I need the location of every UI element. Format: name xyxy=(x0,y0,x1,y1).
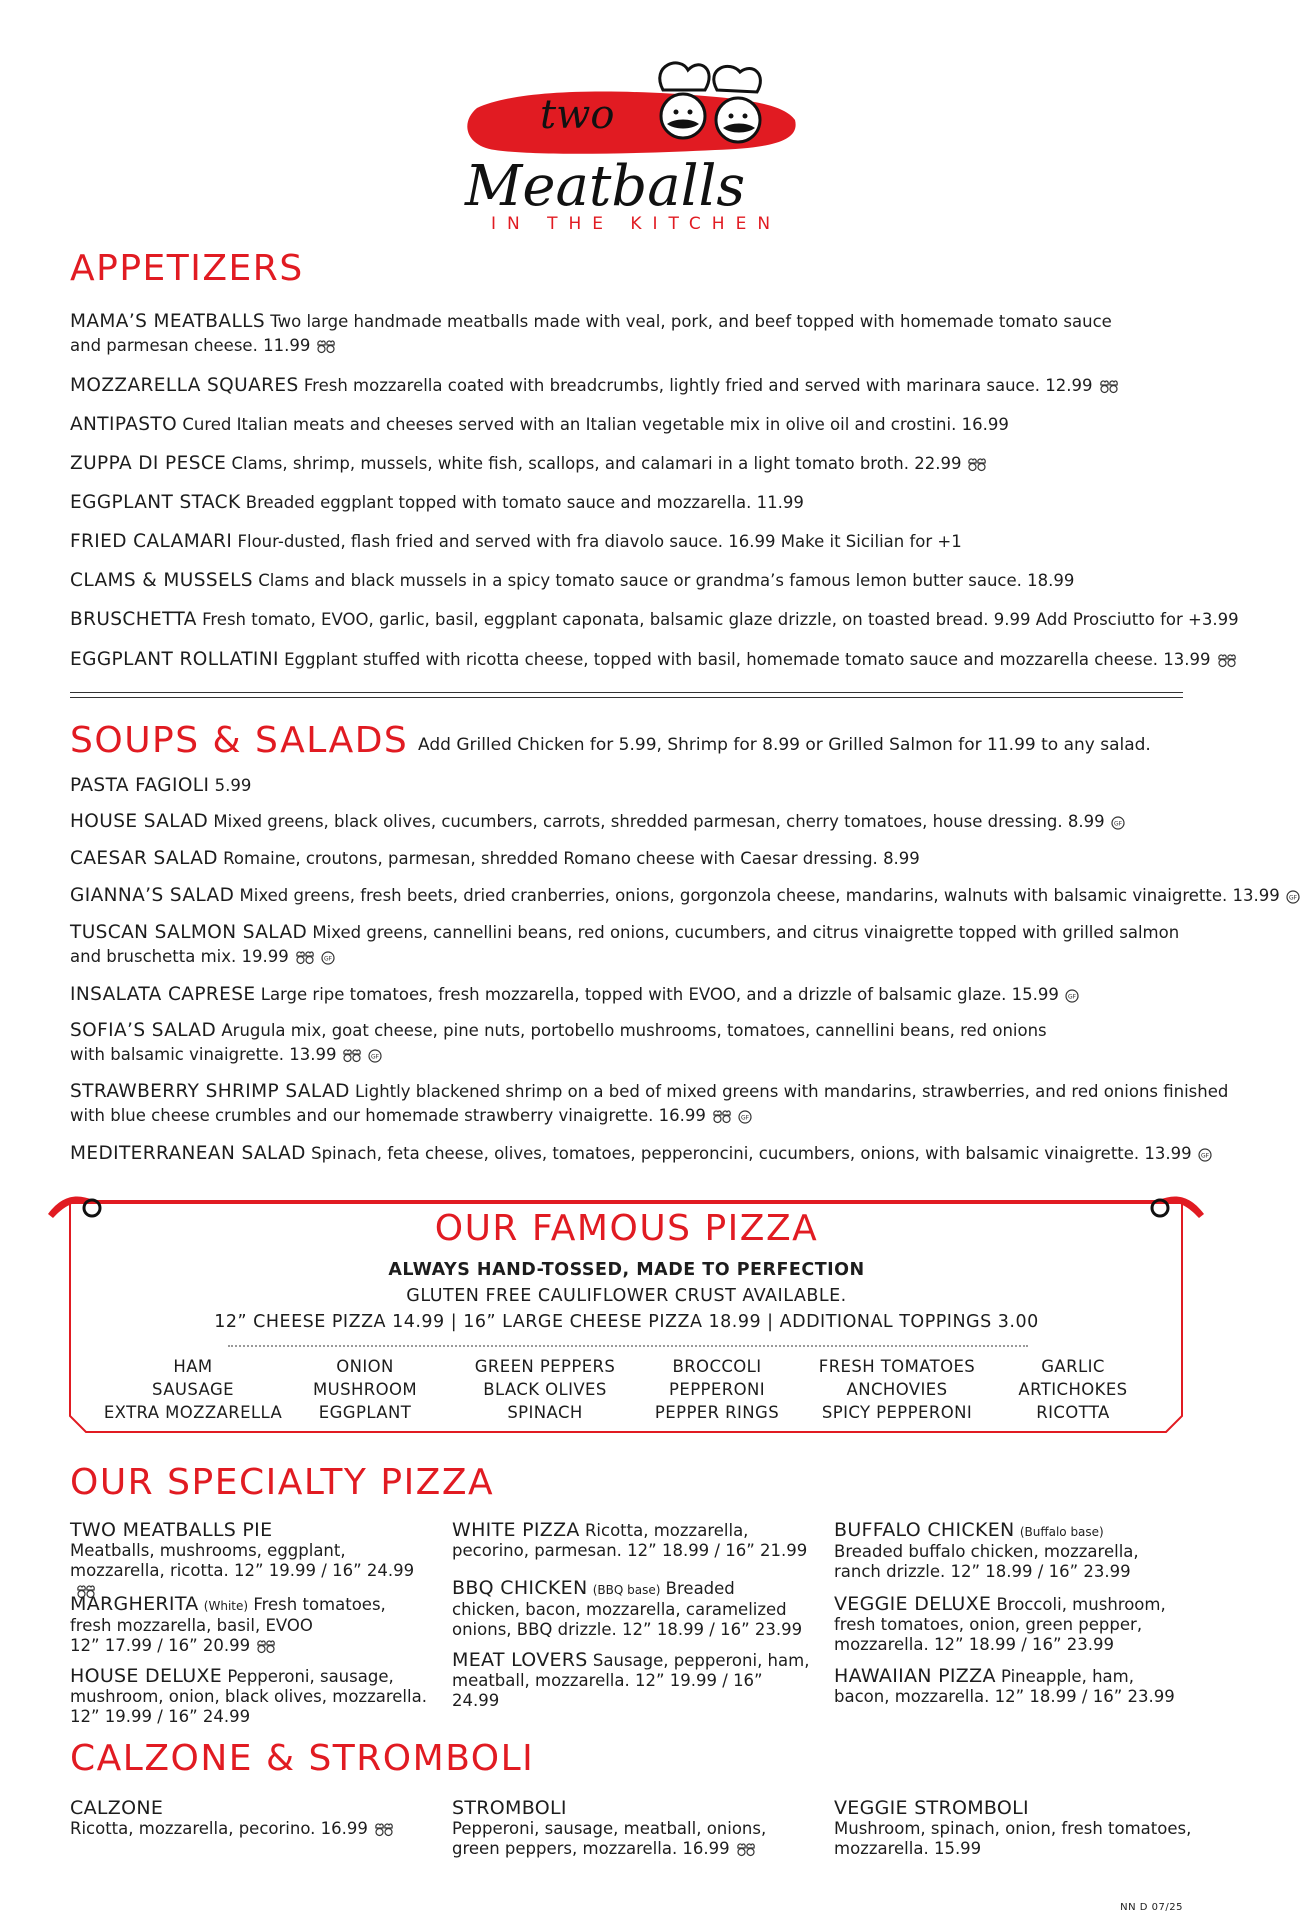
chefs-icon xyxy=(342,1048,362,1064)
gluten-free-icon xyxy=(368,1049,382,1063)
menu-item xyxy=(70,374,1119,398)
item-description: Ricotta, mozzarella, xyxy=(584,1521,749,1540)
chefs-icon xyxy=(374,1822,394,1838)
chefs-icon xyxy=(736,1842,756,1858)
item-price: 13.99 xyxy=(1144,1144,1192,1163)
item-name: PASTA FAGIOLI xyxy=(70,775,210,796)
menu-item xyxy=(70,1080,1228,1128)
item-price: 18.99 xyxy=(1027,571,1075,590)
item-price: 16.99 xyxy=(961,415,1009,434)
item-description: Breaded buffalo chicken, mozzarella, xyxy=(834,1542,1139,1561)
item-description: Clams, shrimp, mussels, white fish, scallops, and calamari in a light tomato broth. xyxy=(231,454,909,473)
topping-item: ARTICHOKES xyxy=(1018,1380,1128,1399)
item-description: Meatballs, mushrooms, eggplant, xyxy=(70,1541,346,1560)
topping-column xyxy=(98,1355,288,1424)
pizza-tagline: ALWAYS HAND-TOSSED, MADE TO PERFECTION xyxy=(388,1260,865,1280)
item-price: 22.99 xyxy=(914,454,962,473)
item-description: Arugula mix, goat cheese, pine nuts, portobello mushrooms, tomatoes, cannellini beans, red onions xyxy=(221,1021,1047,1040)
specialty-pizza xyxy=(452,1578,812,1640)
item-extra: Make it Sicilian for +1 xyxy=(780,532,962,551)
item-name: ANTIPASTO xyxy=(70,414,178,435)
gluten-free-icon xyxy=(1065,989,1079,1003)
item-description: green peppers, mozzarella. 16.99 xyxy=(452,1839,730,1858)
brand-logo xyxy=(455,60,800,235)
calzone-item xyxy=(452,1798,812,1859)
item-name: STRAWBERRY SHRIMP SALAD xyxy=(70,1081,350,1102)
item-description: and parmesan cheese. xyxy=(70,336,258,355)
specialty-pizza xyxy=(834,1594,1194,1655)
item-description: Two large handmade meatballs made with veal, pork, and beef topped with homemade tomato sauce xyxy=(270,312,1112,331)
item-name: VEGGIE STROMBOLI xyxy=(834,1797,1029,1819)
item-description: Pepperoni, sausage, xyxy=(227,1667,394,1686)
specialty-pizza xyxy=(834,1520,1194,1582)
item-description: Fresh mozzarella coated with breadcrumbs, lightly fried and served with marinara sauce. xyxy=(303,376,1041,395)
item-price: 11.99 xyxy=(263,336,311,355)
item-name: MAMA’S MEATBALLS xyxy=(70,311,266,332)
item-description: ranch drizzle. 12” 18.99 / 16” 23.99 xyxy=(834,1562,1131,1581)
topping-item: GREEN PEPPERS xyxy=(474,1357,616,1376)
item-name: MEDITERRANEAN SALAD xyxy=(70,1143,306,1164)
item-name: GIANNA’S SALAD xyxy=(70,885,235,906)
famous-pizza-heading: OUR FAMOUS PIZZA xyxy=(434,1208,819,1249)
item-tag: (BBQ base) xyxy=(592,1583,661,1597)
item-name: HAWAIIAN PIZZA xyxy=(834,1665,996,1687)
topping-column xyxy=(802,1355,992,1424)
item-name: SOFIA’S SALAD xyxy=(70,1020,217,1041)
specialty-pizza xyxy=(452,1650,812,1711)
item-name: BRUSCHETTA xyxy=(70,609,197,630)
svg-text:GF: GF xyxy=(740,1114,749,1121)
svg-text:GF: GF xyxy=(1067,993,1076,1000)
svg-text:GF: GF xyxy=(371,1053,380,1060)
menu-item xyxy=(70,569,1074,593)
topping-item: MUSHROOM xyxy=(312,1380,418,1399)
item-description: 12” 17.99 / 16” 20.99 xyxy=(70,1636,251,1655)
item-price: 8.99 xyxy=(1067,812,1105,831)
dotted-divider xyxy=(228,1345,1028,1347)
item-price: 13.99 xyxy=(1163,650,1211,669)
item-price: 11.99 xyxy=(756,493,804,512)
item-price: 9.99 xyxy=(993,610,1031,629)
item-description: with blue cheese crumbles and our homemade strawberry vinaigrette. xyxy=(70,1106,654,1125)
item-name: HOUSE DELUXE xyxy=(70,1665,223,1687)
appetizers-heading: APPETIZERS xyxy=(70,248,304,289)
svg-text:GF: GF xyxy=(323,955,332,962)
item-name: ZUPPA DI PESCE xyxy=(70,453,227,474)
item-description: Pepperoni, sausage, meatball, onions, xyxy=(452,1819,767,1838)
item-description: Large ripe tomatoes, fresh mozzarella, topped with EVOO, and a drizzle of balsamic glaze. xyxy=(260,985,1007,1004)
item-description: Breaded eggplant topped with tomato sauce and mozzarella. xyxy=(245,493,752,512)
gluten-free-icon xyxy=(321,951,335,965)
pizza-prices: 12” CHEESE PIZZA 14.99 | 16” LARGE CHEESE PIZZA 18.99 | ADDITIONAL TOPPINGS 3.00 xyxy=(214,1312,1039,1332)
menu-item xyxy=(70,847,920,871)
specialty-pizza xyxy=(834,1666,1194,1707)
salad-addon-note: Add Grilled Chicken for 5.99, Shrimp for 8.99 or Grilled Salmon for 11.99 to any salad. xyxy=(418,735,1151,755)
item-price: 16.99 xyxy=(658,1106,706,1125)
topping-item: EGGPLANT xyxy=(318,1403,412,1422)
footer-code: NN D 07/25 xyxy=(1120,1902,1183,1913)
item-name: BUFFALO CHICKEN xyxy=(834,1519,1015,1541)
item-name: INSALATA CAPRESE xyxy=(70,984,256,1005)
menu-item xyxy=(70,452,987,476)
item-name: MEAT LOVERS xyxy=(452,1649,588,1671)
menu-item xyxy=(70,608,1239,632)
item-description: bacon, mozzarella. 12” 18.99 / 16” 23.99 xyxy=(834,1687,1175,1706)
chefs-icon xyxy=(295,950,315,966)
item-name: CAESAR SALAD xyxy=(70,848,218,869)
topping-item: SPINACH xyxy=(507,1403,583,1422)
item-name: FRIED CALAMARI xyxy=(70,531,233,552)
topping-column xyxy=(270,1355,460,1424)
soups-heading: SOUPS & SALADS xyxy=(70,720,409,761)
item-tag: (White) xyxy=(203,1599,249,1613)
item-price: 13.99 xyxy=(289,1045,337,1064)
item-price: 8.99 xyxy=(883,849,920,868)
item-description: Clams and black mussels in a spicy tomato sauce or grandma’s famous lemon butter sauce. xyxy=(258,571,1022,590)
specialty-pizza xyxy=(70,1520,430,1601)
topping-item: SPICY PEPPERONI xyxy=(821,1403,973,1422)
topping-item: ONION xyxy=(336,1357,394,1376)
item-description: chicken, bacon, mozzarella, caramelized xyxy=(452,1600,787,1619)
item-price: 13.99 xyxy=(1232,886,1280,905)
topping-item: SAUSAGE xyxy=(152,1380,234,1399)
svg-text:GF: GF xyxy=(1200,1152,1209,1159)
menu-item xyxy=(70,1142,1212,1166)
item-price: 12.99 xyxy=(1045,376,1093,395)
menu-item xyxy=(70,983,1079,1007)
item-description: 12” 19.99 / 16” 24.99 xyxy=(70,1707,251,1726)
gluten-free-icon xyxy=(1111,816,1125,830)
item-price: 16.99 xyxy=(728,532,776,551)
item-description: Spinach, feta cheese, olives, tomatoes, pepperoncini, cucumbers, onions, with balsamic vinaigrette. xyxy=(311,1144,1140,1163)
chefs-icon xyxy=(1217,653,1237,669)
gluten-free-icon xyxy=(1286,890,1300,904)
item-description: Mushroom, spinach, onion, fresh tomatoes, xyxy=(834,1819,1192,1838)
brand-tagline: IN THE KITCHEN xyxy=(490,214,782,234)
topping-item: BROCCOLI xyxy=(672,1357,762,1376)
topping-item: RICOTTA xyxy=(1036,1403,1110,1422)
menu-item xyxy=(70,413,1009,437)
svg-text:GF: GF xyxy=(1288,894,1297,901)
item-name: EGGPLANT ROLLATINI xyxy=(70,649,279,670)
chefs-icon xyxy=(712,1109,732,1125)
specialty-heading: OUR SPECIALTY PIZZA xyxy=(70,1462,495,1503)
divider xyxy=(70,697,1183,698)
item-description: mushroom, onion, black olives, mozzarella. xyxy=(70,1687,427,1706)
item-extra: Add Prosciutto for +3.99 xyxy=(1035,610,1239,629)
item-description: Mixed greens, fresh beets, dried cranberries, onions, gorgonzola cheese, mandarins, walnuts with balsamic vinaigrette. xyxy=(239,886,1228,905)
topping-column xyxy=(622,1355,812,1424)
svg-text:GF: GF xyxy=(1113,820,1122,827)
topping-item: PEPPER RINGS xyxy=(654,1403,780,1422)
topping-column xyxy=(450,1355,640,1424)
chefs-icon xyxy=(1099,379,1119,395)
item-description: mozzarella. 15.99 xyxy=(834,1839,982,1858)
pizza-gluten-note: GLUTEN FREE CAULIFLOWER CRUST AVAILABLE. xyxy=(406,1286,847,1306)
menu-item xyxy=(70,884,1300,908)
item-description: fresh tomatoes, onion, green pepper, xyxy=(834,1615,1143,1634)
item-description: Fresh tomato, EVOO, garlic, basil, eggplant caponata, balsamic glaze drizzle, on toasted bread. xyxy=(202,610,989,629)
item-name: WHITE PIZZA xyxy=(452,1519,580,1541)
menu-item xyxy=(70,774,251,798)
item-description: meatball, mozzarella. 12” 19.99 / 16” 24.99 xyxy=(452,1671,763,1710)
menu-item xyxy=(70,491,804,515)
item-description: Pineapple, ham, xyxy=(1001,1667,1134,1686)
item-name: STROMBOLI xyxy=(452,1797,567,1819)
item-price: 15.99 xyxy=(1011,985,1059,1004)
item-description: and bruschetta mix. xyxy=(70,947,237,966)
item-description: Fresh tomatoes, xyxy=(253,1595,386,1614)
item-description: fresh mozzarella, basil, EVOO xyxy=(70,1616,313,1635)
item-name: TUSCAN SALMON SALAD xyxy=(70,922,308,943)
item-description: Flour-dusted, flash fried and served with fra diavolo sauce. xyxy=(237,532,724,551)
calzone-item xyxy=(70,1798,430,1839)
item-name: EGGPLANT STACK xyxy=(70,492,241,513)
chefs-icon xyxy=(256,1639,276,1655)
item-description: Romaine, croutons, parmesan, shredded Romano cheese with Caesar dressing. xyxy=(223,849,878,868)
menu-item xyxy=(70,310,1112,358)
svg-text:two: two xyxy=(540,92,615,138)
item-name: VEGGIE DELUXE xyxy=(834,1593,992,1615)
menu-item xyxy=(70,648,1237,672)
topping-column xyxy=(978,1355,1168,1424)
svg-text:Meatballs: Meatballs xyxy=(465,154,746,219)
gluten-free-icon xyxy=(738,1110,752,1124)
item-description: Mixed greens, cannellini beans, red onions, cucumbers, and citrus vinaigrette topped with grilled salmon xyxy=(312,923,1180,942)
item-name: HOUSE SALAD xyxy=(70,811,209,832)
calzone-item xyxy=(834,1798,1194,1859)
specialty-pizza xyxy=(70,1594,430,1656)
menu-item xyxy=(70,1019,1047,1067)
topping-item: ANCHOVIES xyxy=(846,1380,948,1399)
chefs-icon xyxy=(316,339,336,355)
menu-item xyxy=(70,530,962,554)
topping-item: PEPPERONI xyxy=(669,1380,765,1399)
item-description: onions, BBQ drizzle. 12” 18.99 / 16” 23.99 xyxy=(452,1620,803,1639)
item-name: MOZZARELLA SQUARES xyxy=(70,375,299,396)
item-name: CALZONE xyxy=(70,1797,164,1819)
item-description: Sausage, pepperoni, ham, xyxy=(592,1651,810,1670)
item-description: Broccoli, mushroom, xyxy=(996,1595,1166,1614)
gluten-free-icon xyxy=(1198,1148,1212,1162)
topping-item: BLACK OLIVES xyxy=(483,1380,607,1399)
item-description: Eggplant stuffed with ricotta cheese, topped with basil, homemade tomato sauce and mozzarella cheese. xyxy=(284,650,1159,669)
item-description: Ricotta, mozzarella, pecorino. 16.99 xyxy=(70,1819,368,1838)
chefs-icon xyxy=(967,457,987,473)
menu-item xyxy=(70,810,1125,834)
item-name: TWO MEATBALLS PIE xyxy=(70,1519,273,1541)
item-description: Cured Italian meats and cheeses served with an Italian vegetable mix in olive oil and crostini. xyxy=(182,415,957,434)
specialty-pizza xyxy=(70,1666,430,1727)
topping-item: EXTRA MOZZARELLA xyxy=(103,1403,283,1422)
item-name: CLAMS & MUSSELS xyxy=(70,570,253,591)
item-description: mozzarella. 12” 18.99 / 16” 23.99 xyxy=(834,1635,1115,1654)
item-price: 5.99 xyxy=(214,776,252,795)
item-description: mozzarella, ricotta. 12” 19.99 / 16” 24.99 xyxy=(70,1561,415,1580)
specialty-pizza xyxy=(452,1520,812,1561)
item-tag: (Buffalo base) xyxy=(1019,1525,1104,1539)
item-name: MARGHERITA xyxy=(70,1593,199,1615)
item-price: 19.99 xyxy=(241,947,289,966)
item-description: Breaded xyxy=(665,1579,735,1598)
divider xyxy=(70,692,1183,693)
item-description: pecorino, parmesan. 12” 18.99 / 16” 21.99 xyxy=(452,1541,808,1560)
topping-item: FRESH TOMATOES xyxy=(818,1357,976,1376)
item-description: with balsamic vinaigrette. xyxy=(70,1045,284,1064)
item-description: Lightly blackened shrimp on a bed of mixed greens with mandarins, strawberries, and red onions finished xyxy=(354,1082,1229,1101)
item-name: BBQ CHICKEN xyxy=(452,1577,588,1599)
calzone-heading: CALZONE & STROMBOLI xyxy=(70,1738,535,1779)
item-description: Mixed greens, black olives, cucumbers, carrots, shredded parmesan, cherry tomatoes, house dressing. xyxy=(213,812,1063,831)
topping-item: GARLIC xyxy=(1041,1357,1105,1376)
topping-item: HAM xyxy=(173,1357,213,1376)
menu-item xyxy=(70,921,1179,969)
